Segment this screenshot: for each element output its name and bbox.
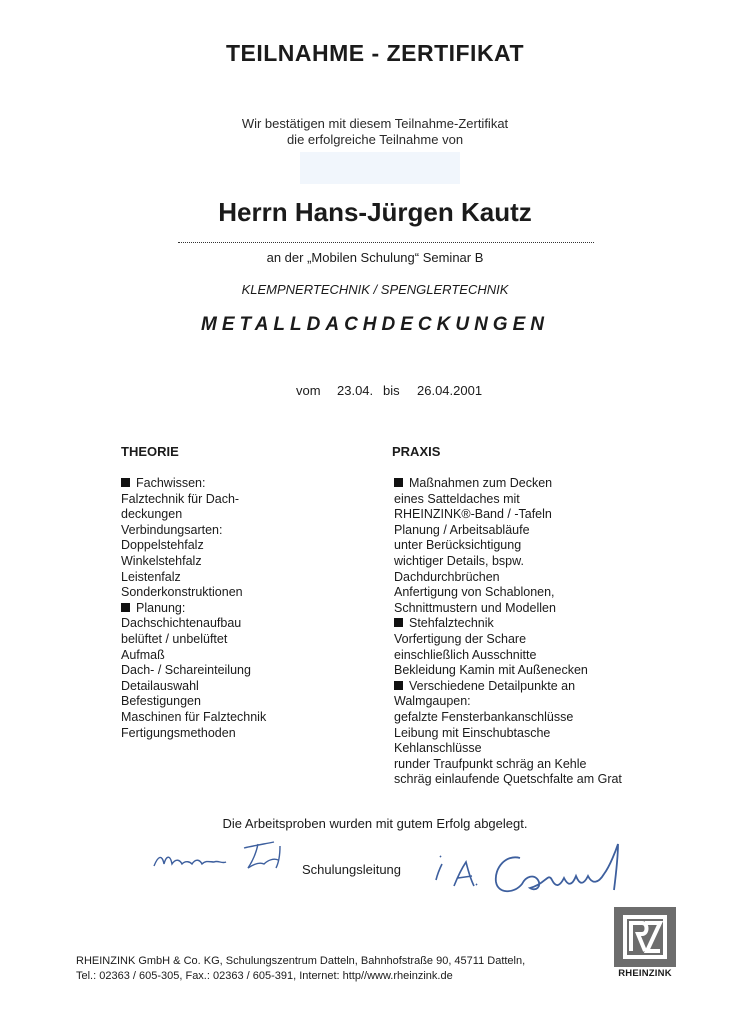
square-bullet-icon <box>394 618 403 627</box>
theorie-list-item <box>121 616 266 632</box>
praxis-item-text: Stehfalztechnik <box>409 616 494 631</box>
square-bullet-icon <box>121 603 130 612</box>
theorie-list-item <box>121 507 266 523</box>
highlight-mark <box>300 152 460 184</box>
signature-left <box>148 834 298 884</box>
praxis-item-text: Anfertigung von Schablonen, <box>394 585 555 600</box>
seminar-line: an der „Mobilen Schulung“ Seminar B <box>266 250 484 265</box>
theorie-list-item <box>121 632 266 648</box>
theorie-list-item <box>121 538 266 554</box>
theorie-list-item <box>121 554 266 570</box>
square-bullet-icon <box>121 478 130 487</box>
logo-wordmark: RHEINZINK <box>618 968 672 979</box>
praxis-item-text: Schnittmustern und Modellen <box>394 600 556 615</box>
praxis-list-item <box>394 679 622 695</box>
square-bullet-icon <box>394 478 403 487</box>
discipline-line: KLEMPNERTECHNIK / SPENGLERTECHNIK <box>241 282 509 297</box>
footer-line-2: Tel.: 02363 / 605-305, Fax.: 02363 / 605-391, Internet: http//www.rheinzink.de <box>76 970 453 982</box>
theorie-item-text: Planung: <box>136 600 186 615</box>
praxis-list-item <box>394 741 622 757</box>
praxis-item-text: Bekleidung Kamin mit Außenecken <box>394 663 588 678</box>
theorie-item-text: deckungen <box>121 507 183 522</box>
praxis-list-item <box>394 585 622 601</box>
theorie-list-item <box>121 663 266 679</box>
theorie-list-item <box>121 710 266 726</box>
theorie-item-text: Befestigungen <box>121 694 201 709</box>
certificate-title: TEILNAHME - ZERTIFIKAT <box>225 40 525 66</box>
date-to: 26.04.2001 <box>417 383 483 398</box>
theorie-list-item <box>121 523 266 539</box>
praxis-item-text: Planung / Arbeitsabläufe <box>394 522 530 537</box>
praxis-list <box>394 476 622 788</box>
footer-line-1: RHEINZINK GmbH & Co. KG, Schulungszentrum Datteln, Bahnhofstraße 90, 45711 Datteln, <box>76 955 526 967</box>
dotted-divider <box>178 242 594 243</box>
theorie-item-text: Fachwissen: <box>136 476 206 490</box>
theorie-item-text: belüftet / unbelüftet <box>121 631 228 646</box>
praxis-item-text: unter Berücksichtigung <box>394 538 522 553</box>
praxis-heading: PRAXIS <box>392 444 441 459</box>
footer-address <box>76 954 525 984</box>
theorie-item-text: Maschinen für Falztechnik <box>121 709 267 724</box>
praxis-item-text: schräg einlaufende Quetschfalte am Grat <box>394 772 622 787</box>
praxis-list-item <box>394 507 622 523</box>
rheinzink-logo-mark <box>614 907 676 967</box>
theorie-list-item <box>121 492 266 508</box>
signature-label: Schulungsleitung <box>302 862 402 877</box>
praxis-item-text: Kehlanschlüsse <box>394 741 482 756</box>
praxis-list-item <box>394 632 622 648</box>
praxis-list-item <box>394 772 622 788</box>
theorie-list-item <box>121 570 266 586</box>
theorie-item-text: Dachschichtenaufbau <box>121 616 242 631</box>
praxis-item-text: einschließlich Ausschnitte <box>394 647 537 662</box>
theorie-item-text: Detailauswahl <box>121 678 199 693</box>
theorie-list-item <box>121 726 266 742</box>
praxis-list-item <box>394 476 622 492</box>
theorie-list-item <box>121 585 266 601</box>
praxis-item-text: gefalzte Fensterbankanschlüsse <box>394 709 574 724</box>
praxis-item-text: Walmgaupen: <box>394 694 471 709</box>
praxis-list-item <box>394 616 622 632</box>
theorie-item-text: Doppelstehfalz <box>121 538 204 553</box>
theorie-list-item <box>121 648 266 664</box>
praxis-list-item <box>394 663 622 679</box>
theorie-heading: THEORIE <box>121 444 179 459</box>
praxis-list-item <box>394 694 622 710</box>
theorie-item-text: Verbindungsarten: <box>121 522 223 537</box>
theorie-item-text: Dach- / Schareinteilung <box>121 663 251 678</box>
praxis-item-text: wichtiger Details, bspw. <box>394 553 524 568</box>
praxis-item-text: Maßnahmen zum Decken <box>409 476 553 490</box>
praxis-list-item <box>394 570 622 586</box>
praxis-item-text: runder Traufpunkt schräg an Kehle <box>394 756 587 771</box>
praxis-item-text: Dachdurchbrüchen <box>394 569 500 584</box>
praxis-list-item <box>394 538 622 554</box>
intro-line-1: Wir bestätigen mit diesem Teilnahme-Zertifikat <box>241 116 509 131</box>
theorie-item-text: Sonderkonstruktionen <box>121 585 243 600</box>
theorie-item-text: Fertigungsmethoden <box>121 725 236 740</box>
praxis-list-item <box>394 648 622 664</box>
praxis-item-text: Verschiedene Detailpunkte an <box>409 678 576 693</box>
theorie-list-item <box>121 679 266 695</box>
praxis-list-item <box>394 726 622 742</box>
theorie-list <box>121 476 266 741</box>
theorie-list-item <box>121 476 266 492</box>
signature-right <box>428 840 638 902</box>
theorie-list-item <box>121 601 266 617</box>
date-from-label: vom <box>296 383 321 398</box>
rz-logo-icon <box>614 907 676 967</box>
theorie-list-item <box>121 694 266 710</box>
praxis-list-item <box>394 554 622 570</box>
recipient-name: Herrn Hans-Jürgen Kautz <box>218 197 532 227</box>
date-from: 23.04. <box>337 383 374 398</box>
praxis-item-text: RHEINZINK®-Band / -Tafeln <box>394 507 552 522</box>
theorie-item-text: Aufmaß <box>121 647 165 662</box>
square-bullet-icon <box>394 681 403 690</box>
praxis-list-item <box>394 523 622 539</box>
praxis-list-item <box>394 710 622 726</box>
intro-text <box>0 116 750 148</box>
praxis-item-text: Vorfertigung der Schare <box>394 631 527 646</box>
praxis-list-item <box>394 601 622 617</box>
praxis-list-item <box>394 492 622 508</box>
theorie-item-text: Winkelstehfalz <box>121 553 202 568</box>
closing-statement: Die Arbeitsproben wurden mit gutem Erfolg abgelegt. <box>222 816 528 831</box>
praxis-list-item <box>394 757 622 773</box>
theorie-item-text: Falztechnik für Dach- <box>121 491 240 506</box>
intro-line-2: die erfolgreiche Teilnahme von <box>286 132 464 147</box>
course-headline: METALLDACHDECKUNGEN <box>201 314 549 335</box>
theorie-item-text: Leistenfalz <box>121 569 181 584</box>
praxis-item-text: eines Satteldaches mit <box>394 491 520 506</box>
praxis-item-text: Leibung mit Einschubtasche <box>394 725 551 740</box>
date-to-label: bis <box>383 383 400 398</box>
